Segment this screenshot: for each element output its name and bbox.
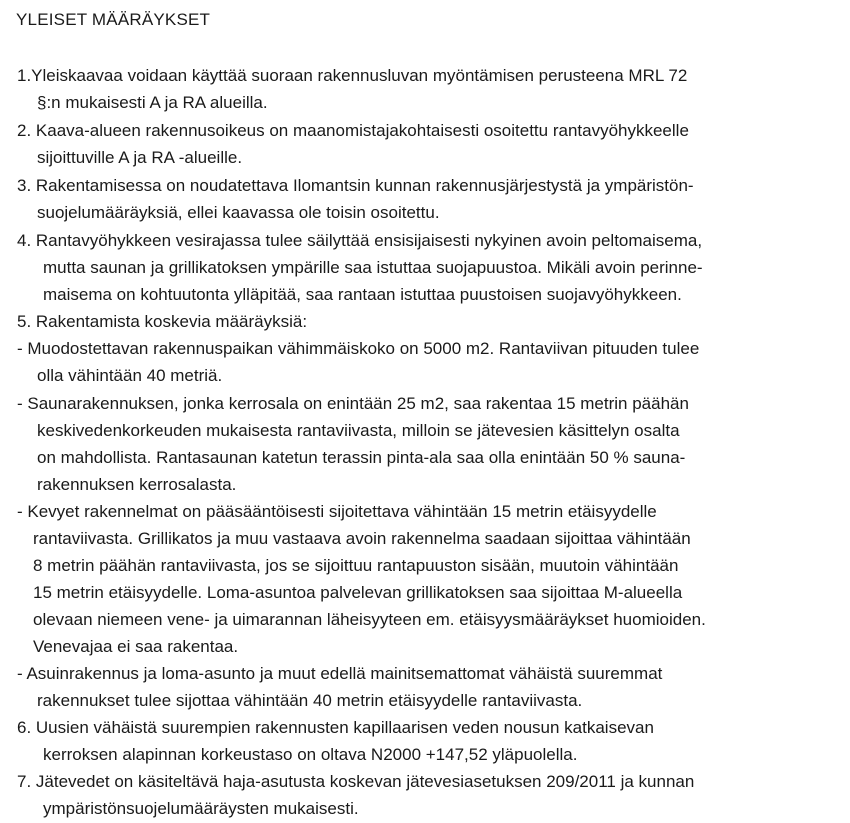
regulation-line: olevaan niemeen vene- ja uimarannan läheisyyteen em. etäisyysmääräykset huomioiden. [33,610,706,629]
regulation-line: keskivedenkorkeuden mukaisesta rantaviivasta, milloin se jätevesien käsittelyn osalta [37,421,680,440]
regulation-line: rantaviivasta. Grillikatos ja muu vastaava avoin rakennelma saadaan sijoittaa vähintään [33,529,691,548]
regulation-line: 2. Kaava-alueen rakennusoikeus on maanomistajakohtaisesti osoitettu rantavyöhykkeelle [17,121,689,140]
regulation-line: on mahdollista. Rantasaunan katetun terassin pinta-ala saa olla enintään 50 % sauna- [37,448,686,467]
regulation-line: 4. Rantavyöhykkeen vesirajassa tulee säilyttää ensisijaisesti nykyinen avoin peltomaisema, [17,231,703,250]
regulation-line: 3. Rakentamisessa on noudatettava Ilomantsin kunnan rakennusjärjestystä ja ympäristön- [17,176,694,195]
regulation-line: 6. Uusien vähäistä suurempien rakennusten kapillaarisen veden nousun katkaisevan [17,718,654,737]
regulation-line: - Muodostettavan rakennuspaikan vähimmäiskoko on 5000 m2. Rantaviivan pituuden tulee [17,339,700,358]
regulation-line: 15 metrin etäisyydelle. Loma-asuntoa palvelevan grillikatoksen saa sijoittaa M-alueella [33,583,683,602]
regulation-line: suojelumääräyksiä, ellei kaavassa ole toisin osoitettu. [37,203,440,222]
regulation-line: rakennukset tulee sijottaa vähintään 40 metrin etäisyydelle rantaviivasta. [37,691,583,710]
regulation-line: 7. Jätevedet on käsiteltävä haja-asutusta koskevan jätevesiasetuksen 209/2011 ja kunnan [17,772,695,791]
regulation-line: 1.Yleiskaavaa voidaan käyttää suoraan rakennusluvan myöntämisen perusteena MRL 72 [17,66,688,85]
regulation-line: §:n mukaisesti A ja RA alueilla. [37,93,268,112]
regulation-line: - Asuinrakennus ja loma-asunto ja muut edellä mainitsemattomat vähäistä suuremmat [17,664,663,683]
regulation-line: olla vähintään 40 metriä. [37,366,223,385]
regulation-line: kerroksen alapinnan korkeustaso on oltava N2000 +147,52 yläpuolella. [43,745,578,764]
regulation-line: mutta saunan ja grillikatoksen ympärille saa istuttaa suojapuustoa. Mikäli avoin perinne- [43,258,703,277]
document-heading: YLEISET MÄÄRÄYKSET [16,10,211,29]
regulation-line: rakennuksen kerrosalasta. [37,475,237,494]
regulation-line: 5. Rakentamista koskevia määräyksiä: [17,312,308,331]
regulation-line: sijoittuville A ja RA -alueille. [37,148,243,167]
regulation-line: Venevajaa ei saa rakentaa. [33,637,239,656]
regulation-line: maisema on kohtuutonta ylläpitää, saa rantaan istuttaa puustoisen suojavyöhykkeen. [43,285,682,304]
regulation-line: - Saunarakennuksen, jonka kerrosala on enintään 25 m2, saa rakentaa 15 metrin päähän [17,394,689,413]
regulation-line: - Kevyet rakennelmat on pääsääntöisesti sijoitettava vähintään 15 metrin etäisyydelle [17,502,657,521]
regulation-line: ympäristönsuojelumääräysten mukaisesti. [43,799,359,818]
regulation-line: 8 metrin päähän rantaviivasta, jos se sijoittuu rantapuuston sisään, muutoin vähintään [33,556,679,575]
